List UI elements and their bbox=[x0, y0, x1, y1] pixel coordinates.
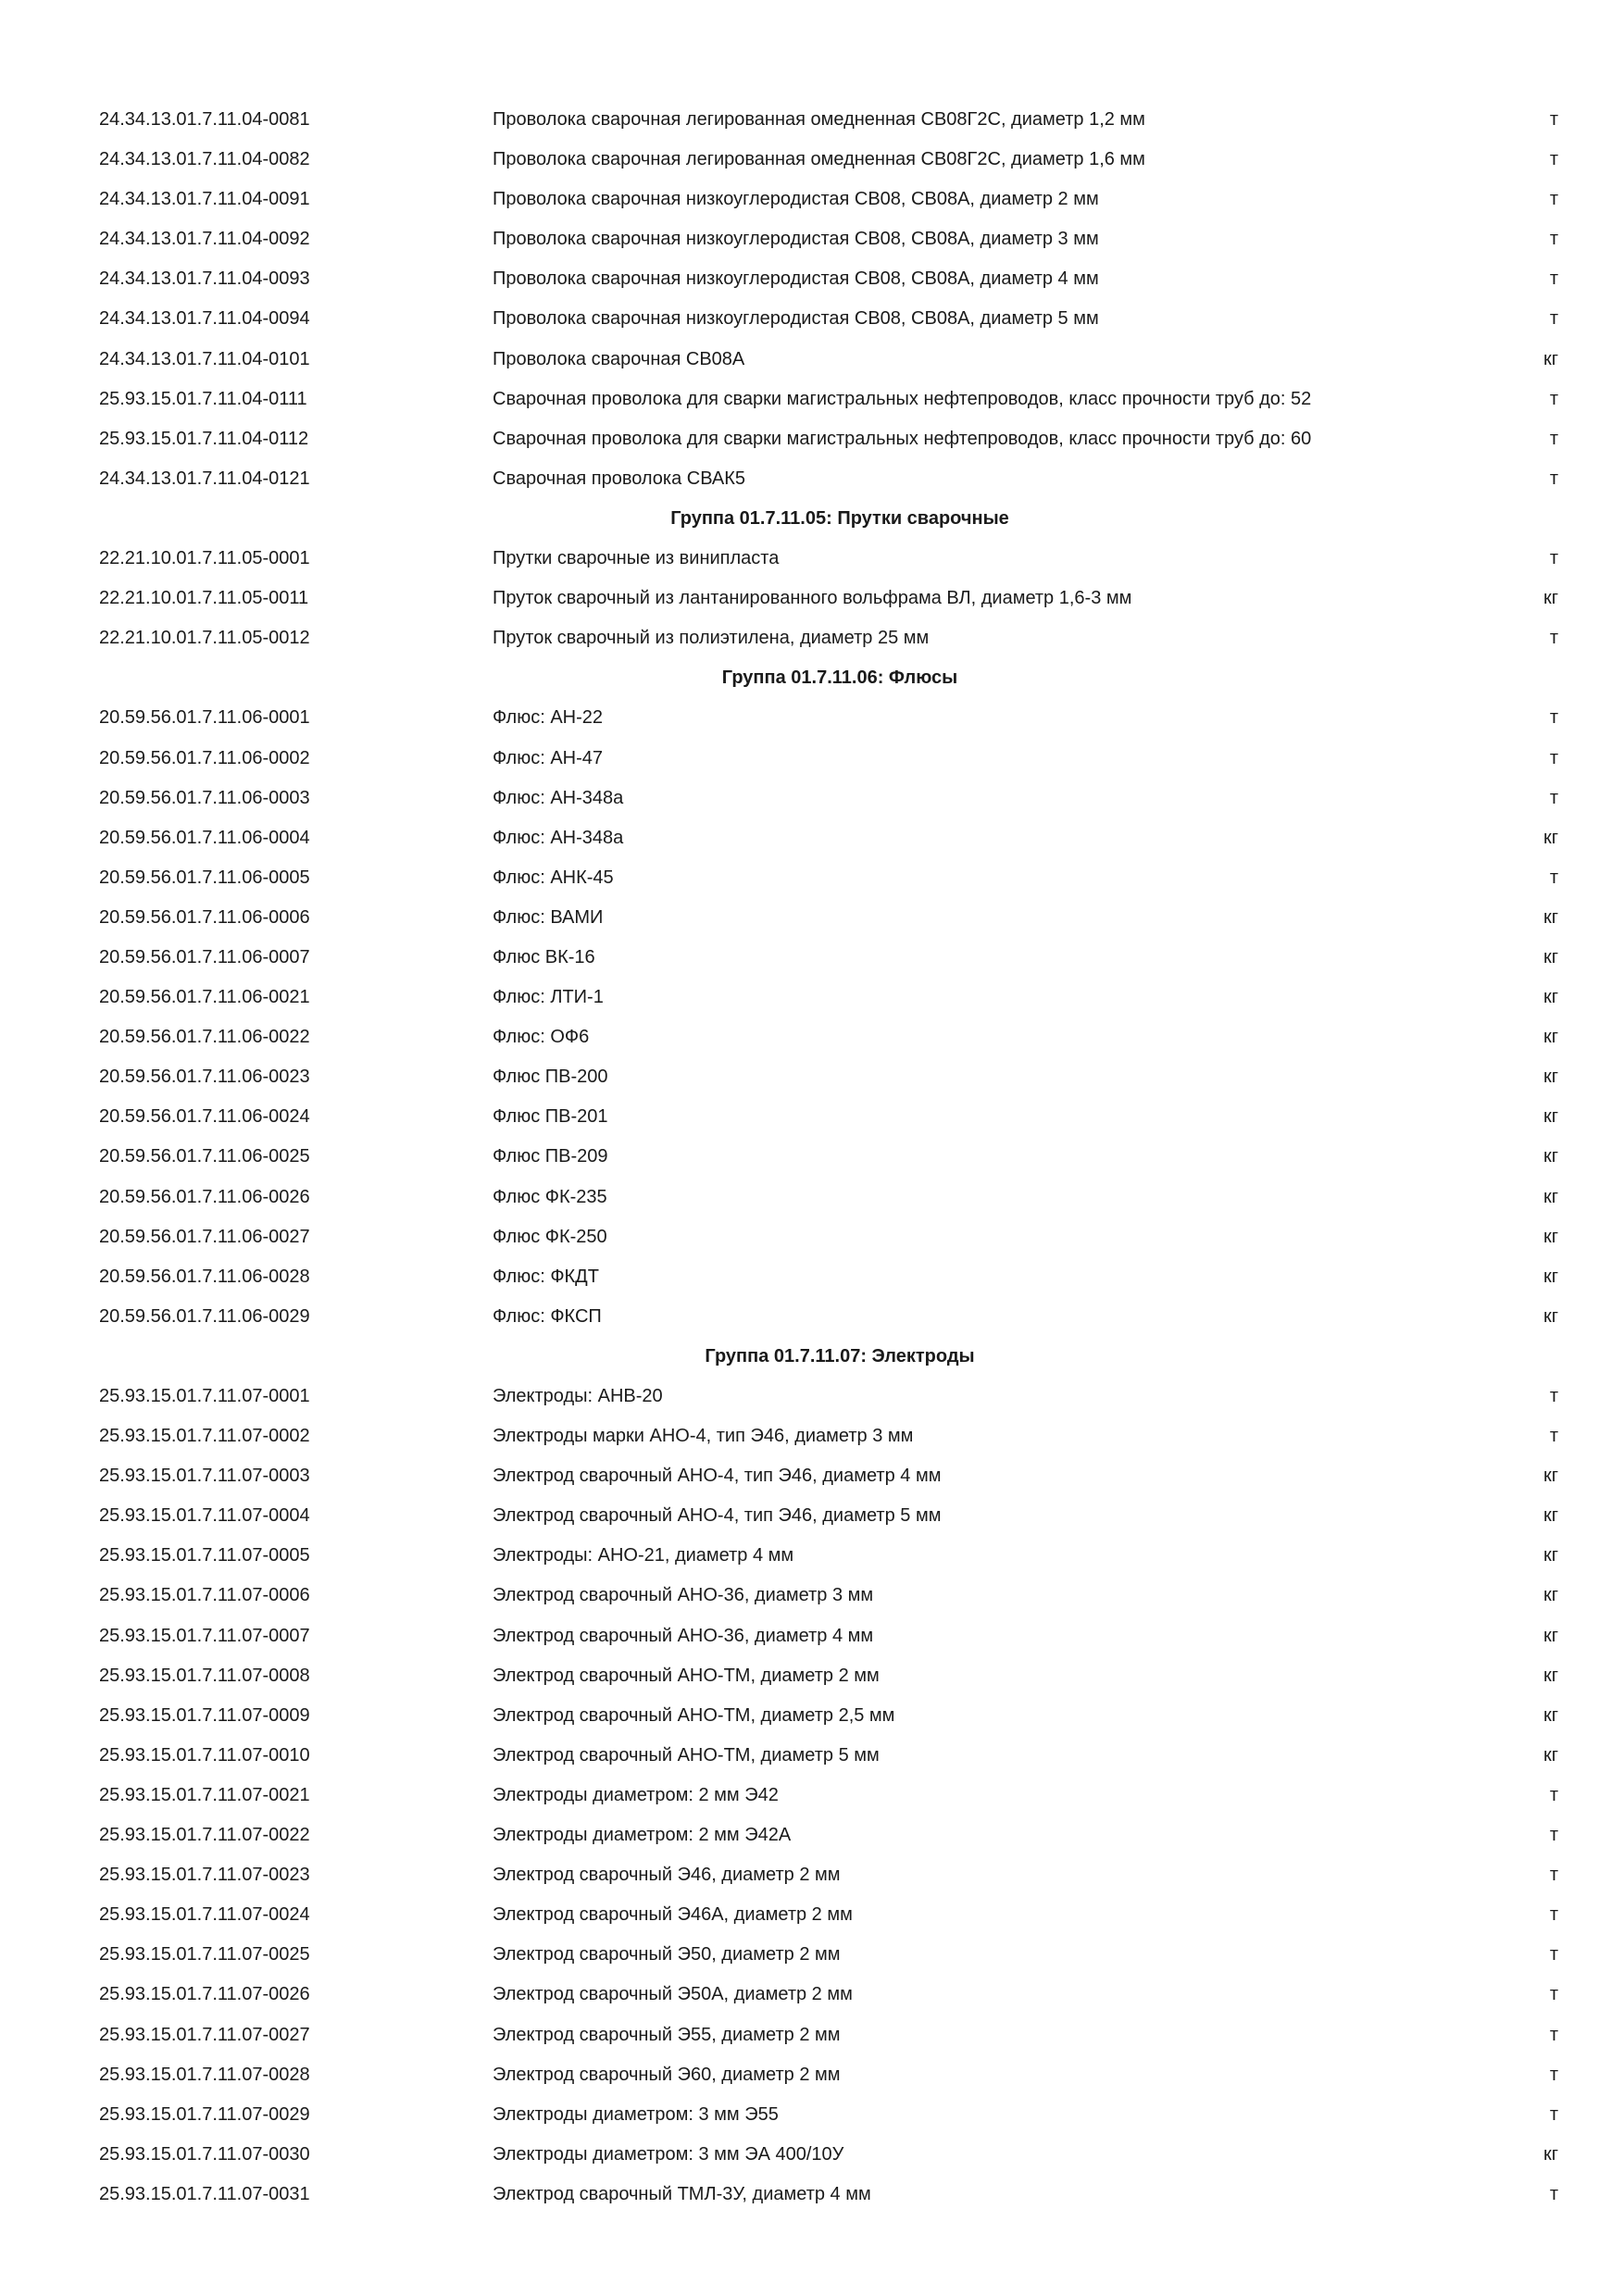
item-name: Электроды диаметром: 2 мм Э42 bbox=[493, 1784, 779, 1805]
item-unit: т bbox=[1549, 2064, 1558, 2085]
item-code: 20.59.56.01.7.11.06-0023 bbox=[99, 1067, 310, 1088]
item-name: Проволока сварочная легированная омедненная СВ08Г2С, диаметр 1,2 мм bbox=[493, 109, 1145, 130]
item-name: Электроды: АНО-21, диаметр 4 мм bbox=[493, 1545, 794, 1566]
item-code: 24.34.13.01.7.11.04-0094 bbox=[99, 308, 310, 330]
table-row bbox=[0, 180, 1624, 219]
item-code: 25.93.15.01.7.11.07-0028 bbox=[99, 2064, 310, 2085]
item-unit: кг bbox=[1543, 1067, 1558, 1088]
item-name: Электроды: АНВ-20 bbox=[493, 1386, 663, 1406]
item-unit: т bbox=[1549, 548, 1558, 569]
table-row bbox=[0, 2175, 1624, 2215]
table-row bbox=[0, 299, 1624, 339]
table-row bbox=[0, 1178, 1624, 1217]
item-code: 20.59.56.01.7.11.06-0022 bbox=[99, 1027, 310, 1048]
item-unit: кг bbox=[1543, 1226, 1558, 1247]
item-unit: т bbox=[1549, 149, 1558, 170]
table-row bbox=[0, 419, 1624, 459]
item-unit: т bbox=[1549, 1426, 1558, 1447]
item-name: Пруток сварочный из полиэтилена, диаметр 25 мм bbox=[493, 628, 930, 649]
item-name: Электрод сварочный Э50, диаметр 2 мм bbox=[493, 1944, 841, 1965]
item-code: 25.93.15.01.7.11.07-0003 bbox=[99, 1466, 310, 1487]
item-unit: кг bbox=[1543, 1305, 1558, 1327]
item-unit: кг bbox=[1543, 1625, 1558, 1646]
group-header: Группа 01.7.11.05: Прутки сварочные bbox=[670, 507, 1009, 529]
table-row bbox=[0, 1776, 1624, 1816]
table-row bbox=[0, 898, 1624, 938]
item-name: Сварочная проволока для сварки магистральных нефтепроводов, класс прочности труб до: 52 bbox=[493, 388, 1312, 409]
table-row bbox=[0, 219, 1624, 259]
item-name: Флюс ФК-235 bbox=[493, 1186, 607, 1207]
table-row bbox=[0, 1576, 1624, 1616]
item-code: 25.93.15.01.7.11.07-0007 bbox=[99, 1625, 310, 1646]
item-name: Флюс: АН-348а bbox=[493, 787, 624, 808]
item-code: 25.93.15.01.7.11.07-0022 bbox=[99, 1825, 310, 1846]
item-unit: т bbox=[1549, 1944, 1558, 1965]
item-code: 24.34.13.01.7.11.04-0081 bbox=[99, 109, 310, 130]
item-unit: кг bbox=[1543, 1704, 1558, 1726]
item-code: 25.93.15.01.7.11.07-0031 bbox=[99, 2183, 310, 2204]
item-code: 24.34.13.01.7.11.04-0082 bbox=[99, 149, 310, 170]
item-unit: т bbox=[1549, 1904, 1558, 1926]
item-name: Проволока сварочная низкоуглеродистая СВ08, СВ08А, диаметр 3 мм bbox=[493, 229, 1099, 250]
table-row bbox=[0, 2015, 1624, 2055]
table-row bbox=[0, 1257, 1624, 1297]
table-row bbox=[0, 1935, 1624, 1975]
item-code: 24.34.13.01.7.11.04-0121 bbox=[99, 468, 310, 489]
item-unit: кг bbox=[1543, 1466, 1558, 1487]
table-row bbox=[0, 100, 1624, 140]
item-name: Электрод сварочный АНО-ТМ, диаметр 2 мм bbox=[493, 1665, 880, 1686]
table-row bbox=[0, 380, 1624, 419]
item-name: Флюс: ФКСП bbox=[493, 1305, 602, 1327]
item-name: Флюс ПВ-209 bbox=[493, 1146, 608, 1167]
materials-table bbox=[0, 100, 1624, 2215]
table-row bbox=[0, 698, 1624, 738]
item-code: 25.93.15.01.7.11.07-0004 bbox=[99, 1505, 310, 1527]
table-row bbox=[0, 340, 1624, 380]
item-code: 25.93.15.01.7.11.07-0001 bbox=[99, 1386, 310, 1406]
item-unit: кг bbox=[1543, 1545, 1558, 1566]
item-code: 25.93.15.01.7.11.04-0112 bbox=[99, 428, 309, 449]
item-unit: кг bbox=[1543, 1106, 1558, 1128]
item-name: Флюс ПВ-200 bbox=[493, 1067, 608, 1088]
item-name: Флюс: АН-22 bbox=[493, 707, 604, 729]
table-row bbox=[0, 1736, 1624, 1776]
item-name: Пруток сварочный из лантанированного вольфрама ВЛ, диаметр 1,6-3 мм bbox=[493, 588, 1132, 609]
table-row bbox=[0, 1536, 1624, 1576]
item-unit: т bbox=[1549, 1386, 1558, 1406]
item-code: 20.59.56.01.7.11.06-0027 bbox=[99, 1226, 310, 1247]
item-name: Проволока сварочная низкоуглеродистая СВ08, СВ08А, диаметр 4 мм bbox=[493, 268, 1099, 290]
item-name: Сварочная проволока СВАК5 bbox=[493, 468, 746, 489]
item-unit: т bbox=[1549, 388, 1558, 409]
table-row bbox=[0, 1855, 1624, 1895]
group-header: Группа 01.7.11.07: Электроды bbox=[705, 1345, 975, 1366]
item-unit: т bbox=[1549, 189, 1558, 210]
item-name: Флюс: АН-348а bbox=[493, 827, 624, 848]
item-code: 20.59.56.01.7.11.06-0021 bbox=[99, 987, 310, 1008]
table-row bbox=[0, 858, 1624, 898]
item-unit: т bbox=[1549, 468, 1558, 489]
item-code: 20.59.56.01.7.11.06-0024 bbox=[99, 1106, 310, 1128]
item-unit: кг bbox=[1543, 588, 1558, 609]
table-row bbox=[0, 1297, 1624, 1337]
table-row bbox=[0, 2055, 1624, 2095]
item-unit: кг bbox=[1543, 1146, 1558, 1167]
table-row bbox=[0, 1097, 1624, 1137]
item-code: 25.93.15.01.7.11.04-0111 bbox=[99, 388, 307, 409]
item-unit: т bbox=[1549, 428, 1558, 449]
table-row bbox=[0, 818, 1624, 858]
item-name: Электрод сварочный АНО-4, тип Э46, диаметр 4 мм bbox=[493, 1466, 942, 1487]
item-code: 25.93.15.01.7.11.07-0026 bbox=[99, 1984, 310, 2005]
table-row bbox=[0, 978, 1624, 1017]
item-name: Электрод сварочный Э46, диаметр 2 мм bbox=[493, 1865, 841, 1886]
item-code: 20.59.56.01.7.11.06-0003 bbox=[99, 787, 310, 808]
item-name: Электрод сварочный АНО-36, диаметр 3 мм bbox=[493, 1585, 874, 1606]
item-code: 24.34.13.01.7.11.04-0091 bbox=[99, 189, 310, 210]
item-name: Электрод сварочный АНО-36, диаметр 4 мм bbox=[493, 1625, 874, 1646]
item-name: Электрод сварочный АНО-4, тип Э46, диаметр 5 мм bbox=[493, 1505, 942, 1527]
item-code: 20.59.56.01.7.11.06-0006 bbox=[99, 906, 310, 928]
table-row bbox=[0, 1017, 1624, 1057]
item-unit: кг bbox=[1543, 1186, 1558, 1207]
table-row bbox=[0, 459, 1624, 499]
item-unit: кг bbox=[1543, 1665, 1558, 1686]
table-row bbox=[0, 140, 1624, 180]
item-unit: т bbox=[1549, 109, 1558, 130]
table-row bbox=[0, 1416, 1624, 1456]
item-unit: т bbox=[1549, 747, 1558, 768]
item-unit: т bbox=[1549, 229, 1558, 250]
item-name: Электрод сварочный АНО-ТМ, диаметр 2,5 мм bbox=[493, 1704, 895, 1726]
item-unit: кг bbox=[1543, 1505, 1558, 1527]
item-name: Флюс: ФКДТ bbox=[493, 1266, 599, 1287]
item-unit: кг bbox=[1543, 1744, 1558, 1766]
table-row bbox=[0, 1137, 1624, 1177]
table-row bbox=[0, 1975, 1624, 2015]
item-code: 20.59.56.01.7.11.06-0029 bbox=[99, 1305, 310, 1327]
item-code: 20.59.56.01.7.11.06-0001 bbox=[99, 707, 310, 729]
item-name: Проволока сварочная СВ08А bbox=[493, 348, 745, 369]
item-name: Электрод сварочный Э55, диаметр 2 мм bbox=[493, 2024, 841, 2045]
item-name: Флюс: ОФ6 bbox=[493, 1027, 590, 1048]
item-unit: т bbox=[1549, 1865, 1558, 1886]
item-unit: т bbox=[1549, 2183, 1558, 2204]
item-unit: кг bbox=[1543, 946, 1558, 967]
table-row bbox=[0, 1816, 1624, 1855]
item-name: Электрод сварочный Э60, диаметр 2 мм bbox=[493, 2064, 841, 2085]
item-name: Электрод сварочный ТМЛ-3У, диаметр 4 мм bbox=[493, 2183, 871, 2204]
item-name: Электроды диаметром: 2 мм Э42А bbox=[493, 1825, 792, 1846]
item-unit: т bbox=[1549, 2103, 1558, 2125]
item-code: 25.93.15.01.7.11.07-0005 bbox=[99, 1545, 310, 1566]
item-name: Электрод сварочный Э50А, диаметр 2 мм bbox=[493, 1984, 853, 2005]
table-row bbox=[0, 779, 1624, 818]
item-unit: т bbox=[1549, 268, 1558, 290]
item-name: Проволока сварочная низкоуглеродистая СВ08, СВ08А, диаметр 2 мм bbox=[493, 189, 1099, 210]
item-unit: т bbox=[1549, 1784, 1558, 1805]
table-row bbox=[0, 1377, 1624, 1416]
item-code: 20.59.56.01.7.11.06-0002 bbox=[99, 747, 310, 768]
item-unit: кг bbox=[1543, 1027, 1558, 1048]
item-code: 25.93.15.01.7.11.07-0021 bbox=[99, 1784, 310, 1805]
item-code: 25.93.15.01.7.11.07-0024 bbox=[99, 1904, 310, 1926]
item-code: 22.21.10.01.7.11.05-0011 bbox=[99, 588, 309, 609]
table-row bbox=[0, 1456, 1624, 1496]
item-code: 20.59.56.01.7.11.06-0026 bbox=[99, 1186, 310, 1207]
item-unit: т bbox=[1549, 2024, 1558, 2045]
item-code: 20.59.56.01.7.11.06-0005 bbox=[99, 867, 310, 888]
item-code: 25.93.15.01.7.11.07-0008 bbox=[99, 1665, 310, 1686]
item-code: 24.34.13.01.7.11.04-0093 bbox=[99, 268, 310, 290]
table-row bbox=[0, 1696, 1624, 1736]
item-name: Проволока сварочная низкоуглеродистая СВ08, СВ08А, диаметр 5 мм bbox=[493, 308, 1099, 330]
item-name: Флюс: АНК-45 bbox=[493, 867, 614, 888]
table-row bbox=[0, 259, 1624, 299]
item-unit: т bbox=[1549, 787, 1558, 808]
item-unit: кг bbox=[1543, 2143, 1558, 2165]
item-name: Сварочная проволока для сварки магистральных нефтепроводов, класс прочности труб до: 60 bbox=[493, 428, 1312, 449]
table-row bbox=[0, 739, 1624, 779]
item-unit: кг bbox=[1543, 1266, 1558, 1287]
item-code: 25.93.15.01.7.11.07-0023 bbox=[99, 1865, 310, 1886]
item-unit: т bbox=[1549, 308, 1558, 330]
item-unit: т bbox=[1549, 1984, 1558, 2005]
item-name: Флюс: АН-47 bbox=[493, 747, 604, 768]
item-name: Флюс ПВ-201 bbox=[493, 1106, 608, 1128]
item-code: 25.93.15.01.7.11.07-0009 bbox=[99, 1704, 310, 1726]
item-name: Флюс ВК-16 bbox=[493, 946, 595, 967]
item-code: 25.93.15.01.7.11.07-0025 bbox=[99, 1944, 310, 1965]
table-row bbox=[0, 1656, 1624, 1696]
item-code: 20.59.56.01.7.11.06-0007 bbox=[99, 946, 310, 967]
item-code: 24.34.13.01.7.11.04-0101 bbox=[99, 348, 310, 369]
table-row bbox=[0, 1057, 1624, 1097]
item-name: Электроды диаметром: 3 мм Э55 bbox=[493, 2103, 779, 2125]
table-row bbox=[0, 1895, 1624, 1935]
item-unit: кг bbox=[1543, 348, 1558, 369]
item-name: Проволока сварочная легированная омедненная СВ08Г2С, диаметр 1,6 мм bbox=[493, 149, 1145, 170]
group-header: Группа 01.7.11.06: Флюсы bbox=[721, 668, 958, 689]
item-unit: т bbox=[1549, 707, 1558, 729]
item-unit: кг bbox=[1543, 987, 1558, 1008]
item-unit: кг bbox=[1543, 827, 1558, 848]
item-code: 25.93.15.01.7.11.07-0029 bbox=[99, 2103, 310, 2125]
item-name: Электрод сварочный Э46А, диаметр 2 мм bbox=[493, 1904, 853, 1926]
item-code: 20.59.56.01.7.11.06-0028 bbox=[99, 1266, 310, 1287]
item-name: Электрод сварочный АНО-ТМ, диаметр 5 мм bbox=[493, 1744, 880, 1766]
item-code: 22.21.10.01.7.11.05-0012 bbox=[99, 628, 310, 649]
item-code: 20.59.56.01.7.11.06-0004 bbox=[99, 827, 310, 848]
table-row bbox=[0, 938, 1624, 978]
item-code: 25.93.15.01.7.11.07-0002 bbox=[99, 1426, 310, 1447]
item-code: 20.59.56.01.7.11.06-0025 bbox=[99, 1146, 310, 1167]
item-unit: кг bbox=[1543, 906, 1558, 928]
table-row bbox=[0, 2095, 1624, 2135]
table-row bbox=[0, 618, 1624, 658]
table-row bbox=[0, 2135, 1624, 2175]
item-code: 22.21.10.01.7.11.05-0001 bbox=[99, 548, 310, 569]
item-name: Электроды диаметром: 3 мм ЭА 400/10У bbox=[493, 2143, 844, 2165]
item-code: 25.93.15.01.7.11.07-0006 bbox=[99, 1585, 310, 1606]
table-row bbox=[0, 539, 1624, 579]
item-code: 25.93.15.01.7.11.07-0027 bbox=[99, 2024, 310, 2045]
item-unit: кг bbox=[1543, 1585, 1558, 1606]
table-row bbox=[0, 1217, 1624, 1257]
item-code: 24.34.13.01.7.11.04-0092 bbox=[99, 229, 310, 250]
item-code: 25.93.15.01.7.11.07-0010 bbox=[99, 1744, 310, 1766]
item-name: Флюс: ЛТИ-1 bbox=[493, 987, 604, 1008]
item-name: Электроды марки АНО-4, тип Э46, диаметр 3 мм bbox=[493, 1426, 914, 1447]
item-unit: т bbox=[1549, 628, 1558, 649]
item-unit: т bbox=[1549, 867, 1558, 888]
item-name: Прутки сварочные из винипласта bbox=[493, 548, 780, 569]
item-code: 25.93.15.01.7.11.07-0030 bbox=[99, 2143, 310, 2165]
item-unit: т bbox=[1549, 1825, 1558, 1846]
table-row bbox=[0, 1616, 1624, 1656]
table-row bbox=[0, 1496, 1624, 1536]
item-name: Флюс ФК-250 bbox=[493, 1226, 607, 1247]
item-name: Флюс: ВАМИ bbox=[493, 906, 604, 928]
table-row bbox=[0, 579, 1624, 618]
